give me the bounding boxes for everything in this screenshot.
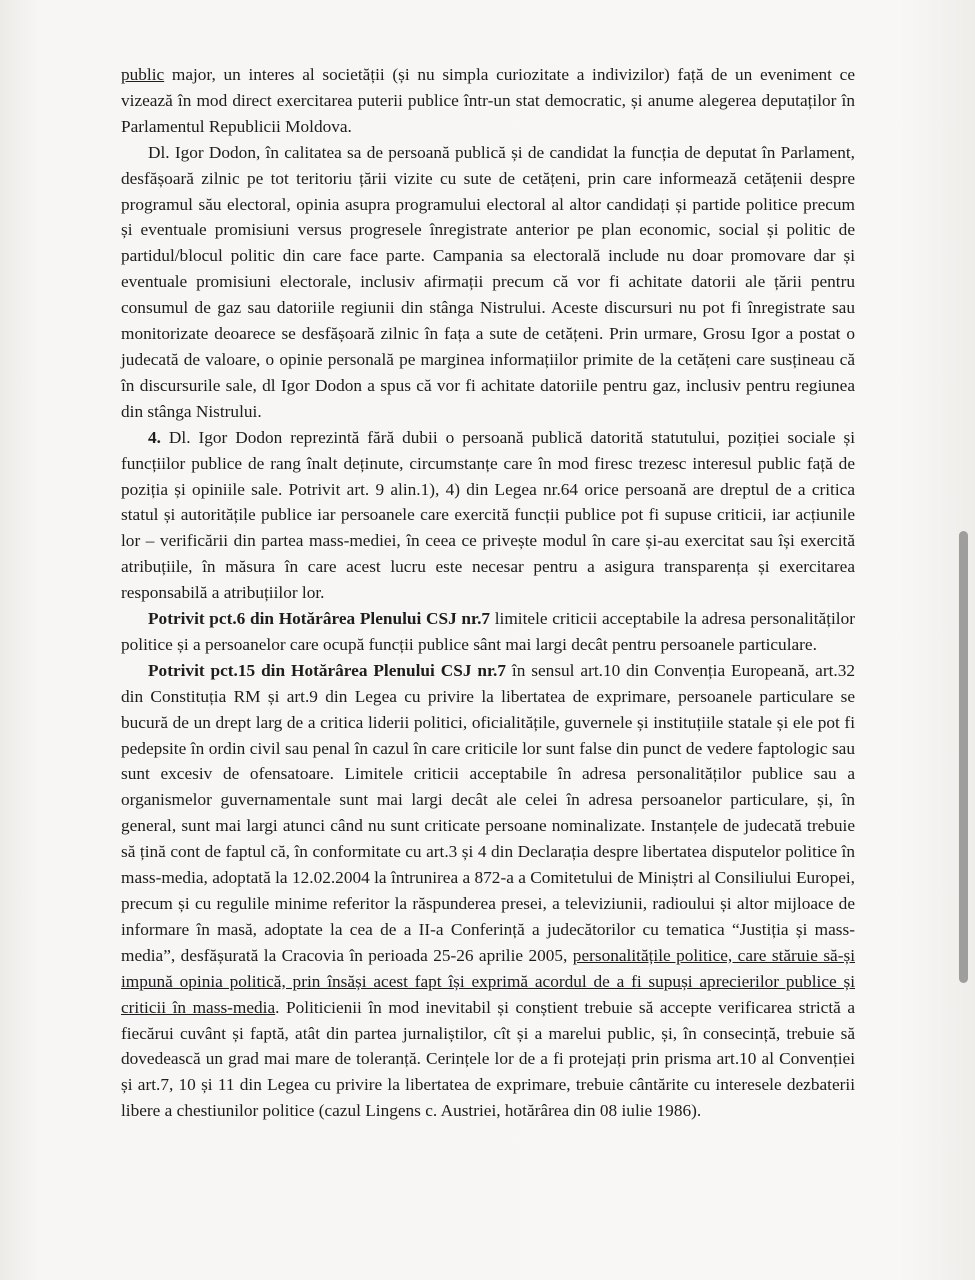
underlined-text-segment: public	[121, 65, 165, 84]
text-segment: Dl. Igor Dodon reprezintă fără dubii o persoană publică datorită statutului, poziției sociale și funcțiilor publice de rang înalt deținute, circumstanțe care în mod firesc trezesc interesul public față de poziția și opiniile sale. Potrivit art. 9 alin.1), 4) din Legea nr.64 orice persoană are dreptul de a critica statul și autoritățile publice iar persoanele care exercită funcții publice pot fi supuse criticii, iar acțiunile lor – verificării din partea mass-mediei, în ceea ce privește modul în care și-au exercitat sau își exercită atribuțiile, în măsura în care acest lucru este necesar pentru a asigura transparența și exercitarea responsabilă a atribuțiilor lor.	[121, 427, 855, 603]
text-segment: limitele criticii acceptabile la adresa personalităților politice și a persoanelor care ocupă funcții publice sânt mai largi decât pentru persoanele particulare.	[121, 609, 855, 654]
bold-text-segment: Potrivit pct.15 din Hotărârea Plenului CSJ nr.7	[148, 660, 507, 680]
underlined-text-segment: personalitățile politice, care stăruie să-și impună opinia politică, prin însăși acest fapt își exprimă acordul de a fi supuși aprecierilor publice și criticii în mass-media	[121, 945, 855, 1017]
bold-text-segment: 4.	[148, 427, 161, 447]
text-segment: major, un interes al societății (și nu simpla curiozitate a indivizilor) față de un eveniment ce vizează în mod direct exercitarea puterii publice într-un stat democratic, și anume alegerea deputaților în Parlamentul Republicii Moldova.	[121, 65, 855, 136]
text-segment: Dl. Igor Dodon, în calitatea sa de persoană publică și de candidat la funcția de deputat în Parlament, desfășoară zilnic pe tot teritoriu țării vizite cu sute de cetățeni, prin care informează cetățenii despre programul său electoral, opinia asupra programului electoral al altor candidați și partide politice precum și eventuale promisiuni versus progresele înregistrate anterior pe plan economic, social și politic de partidul/blocul politic din care face parte. Campania sa electorală include nu doar promovare dar și eventuale promisiuni electorale, inclusiv afirmații precum că vor fi achitate datorii ale țării pentru consumul de gaz sau datoriile regiunii din stânga Nistrului. Aceste discursuri nu pot fi înregistrate sau monitorizate deoarece se desfășoară zilnic în fața a sute de cetățeni. Prin urmare, Grosu Igor a postat o judecată de valoare, o opinie personală pe marginea informațiilor primite de la cetățeni care susțineau că în discursurile sale, dl Igor Dodon a spus că vor fi achitate datoriile pentru gaz, inclusiv pentru regiunea din stânga Nistrului.	[121, 142, 855, 421]
text-segment: în sensul art.10 din Convenția Europeană, art.32 din Constituția RM și art.9 din Legea cu privire la libertatea de exprimare, persoanele particulare se bucură de un drept larg de a critica liderii politici, oficialitățile, guvernele și instituțiile statale și ele pot fi pedepsite în ordin civil sau penal în cazul în care criticile lor sunt false din punct de vedere faptologic sau sunt excesiv de ofensatoare. Limitele criticii acceptabile în adresa personalităților publice sau a organismelor guvernamentale sunt mai largi decât ale celei în adresa persoanelor particulare, și, în general, sunt mai largi atunci când nu sunt criticate persoane nominalizate. Instanțele de judecată trebuie să țină cont de faptul că, în conformitate cu art.3 și 4 din Declarația despre libertatea disputelor politice în mass-media, adoptată la 12.02.2004 la întrunirea a 872-a a Comitetului de Miniștri al Consiliului Europei, precum și cu regulile minime referitor la răspunderea presei, a televiziunii, radioului și altor mijloace de informare în masă, adoptate la cea de a II-a Conferință a judecătorilor cu tematica “Justiția și mass-media”, desfășurată la Cracovia în perioada 25-26 aprilie 2005,	[121, 660, 855, 965]
paragraph	[121, 658, 855, 1124]
bold-text-segment: Potrivit pct.6 din Hotărârea Plenului CSJ nr.7	[148, 609, 491, 629]
document-body	[121, 62, 855, 1124]
paragraph	[121, 140, 855, 425]
paragraph	[121, 425, 855, 606]
text-segment: . Politicienii în mod inevitabil și conștient trebuie să accepte verificarea strictă a fiecărui cuvânt și faptă, atât din partea jurnaliștilor, cît și a marelui public, și, în consecință, trebuie să dovedească un grad mai mare de toleranță. Cerințele lor de a fi protejați prin prisma art.10 al Convenției și art.7, 10 și 11 din Legea cu privire la libertatea de exprimare, trebuie cântărite cu interesele dezbaterii libere a chestiunilor politice (cazul Lingens c. Austriei, hotărârea din 08 iulie 1986).	[121, 997, 855, 1121]
vertical-scrollbar[interactable]	[959, 531, 968, 983]
paragraph	[121, 62, 855, 140]
paragraph	[121, 606, 855, 658]
